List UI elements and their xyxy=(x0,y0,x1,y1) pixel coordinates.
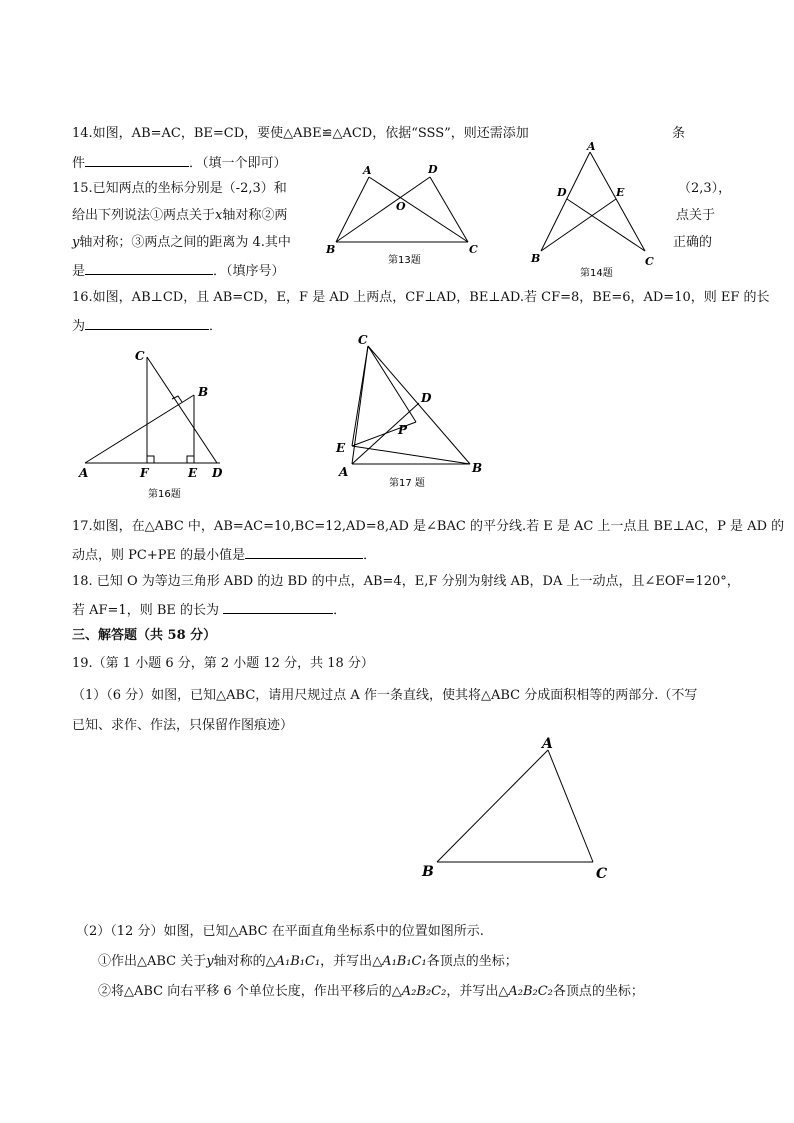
figure-16 xyxy=(74,342,234,504)
section-3-heading: 三、解答题（共 58 分） xyxy=(72,628,217,643)
fig17-label-p: P xyxy=(398,423,408,437)
q19-item1-triangle2: △A₁B₁C₁ xyxy=(372,954,427,969)
fig17-caption: 第17 题 xyxy=(389,478,425,489)
q19-part1-line1: （1）（6 分）如图，已知△ABC，请用尺规过点 A 作一条直线，使其将△ABC 分成面积相等的两部分.（不写 xyxy=(72,688,698,703)
q19-item2-triangle: △A₂B₂C₂ xyxy=(391,984,447,999)
q15-tail3: 正确的 xyxy=(673,235,713,250)
q14-line2 xyxy=(72,152,287,174)
q18-line2-prefix: 若 AF=1，则 BE 的长为 xyxy=(72,603,220,618)
q15-line2-axis: x xyxy=(215,208,223,223)
q19-item1-c: ，并写出 xyxy=(320,954,373,969)
q15-tail2: 点关于 xyxy=(676,208,716,223)
q14-line1: 14.如图，AB=AC，BE=CD，要使△ABE≌△ACD，依据“SSS”，则还需添加 xyxy=(72,126,529,141)
q17-line2-prefix: 动点，则 PC+PE 的最小值是 xyxy=(72,548,246,563)
q14-line2-suffix: ．（填一个即可） xyxy=(189,156,287,171)
q16-answer-blank[interactable] xyxy=(85,315,209,330)
q14-tail: 条 xyxy=(672,126,686,141)
fig19-label-a: A xyxy=(542,736,553,752)
q16-line2-suffix: ． xyxy=(209,319,223,334)
q19-item1-b: 轴对称的 xyxy=(213,954,266,969)
q14-line2-prefix: 件 xyxy=(72,156,86,171)
fig13-label-b: B xyxy=(326,243,336,256)
fig19-label-c: C xyxy=(596,866,608,882)
q15-line3-axis: y xyxy=(72,235,80,250)
q15-line2 xyxy=(72,206,287,226)
q15-line2-b: 轴对称②两 xyxy=(222,208,288,223)
q18-line2-suffix: ． xyxy=(333,603,347,618)
q17-line1: 17.如图，在△ABC 中，AB=AC=10,BC=12,AD=8,AD 是∠BAC 的平分线.若 E 是 AC 上一点且 BE⊥AC，P 是 AD 的 xyxy=(72,519,785,534)
figure-13 xyxy=(322,160,492,272)
q18-answer-blank[interactable] xyxy=(223,599,333,614)
fig13-label-c: C xyxy=(469,243,478,256)
q15-line3 xyxy=(72,233,291,253)
q19-item2-triangle2: △A₂B₂C₂ xyxy=(498,984,553,999)
q15-tail1: （2,3）， xyxy=(678,181,732,196)
fig16-label-d: D xyxy=(212,466,223,480)
q15-line3-a: 轴对称；③两点之间的距离为 4.其中 xyxy=(79,235,291,250)
fig14-label-c: C xyxy=(645,255,654,268)
q15-line4 xyxy=(72,260,285,282)
q15-answer-blank[interactable] xyxy=(85,260,213,275)
fig14-label-d: D xyxy=(557,186,567,199)
fig14-label-b: B xyxy=(531,252,541,265)
q18-line1: 18. 已知 O 为等边三角形 ABD 的边 BD 的中点，AB=4，E,F 分别为射线 AB，DA 上一动点，且∠EOF=120°， xyxy=(72,574,740,589)
fig16-label-c: C xyxy=(135,349,145,363)
figure-14 xyxy=(526,138,656,280)
fig14-label-e: E xyxy=(616,186,625,199)
q17-line2 xyxy=(72,544,376,566)
fig19-label-b: B xyxy=(422,864,434,880)
fig16-caption: 第16题 xyxy=(148,489,181,500)
q19-part2-item1 xyxy=(98,952,518,972)
fig17-label-b: B xyxy=(472,461,483,475)
fig16-label-e: E xyxy=(188,466,198,480)
q19-item2-c: 各顶点的坐标； xyxy=(552,984,644,999)
q19-item1-d: 各顶点的坐标； xyxy=(426,954,518,969)
q14-answer-blank[interactable] xyxy=(85,152,189,167)
fig13-label-d: D xyxy=(428,163,438,176)
q19-item2-b: ，并写出 xyxy=(446,984,499,999)
q19-part2-line1: （2）（12 分）如图，已知△ABC 在平面直角坐标系中的位置如图所示. xyxy=(76,924,484,939)
fig14-caption: 第14题 xyxy=(580,268,613,279)
q19-item1-triangle: △A₁B₁C₁ xyxy=(265,954,321,969)
q18-line2 xyxy=(72,599,346,621)
q15-line2-a: 给出下列说法①两点关于 xyxy=(72,208,216,223)
q19-header: 19.（第 1 小题 6 分，第 2 小题 12 分，共 18 分） xyxy=(72,656,374,671)
fig17-label-e: E xyxy=(336,441,346,455)
fig16-label-f: F xyxy=(140,466,149,480)
fig17-label-c: C xyxy=(358,333,368,347)
q19-part2-item2 xyxy=(98,982,644,1002)
fig13-label-o: O xyxy=(396,200,406,213)
fig17-label-a: A xyxy=(339,465,349,479)
fig13-caption: 第13题 xyxy=(388,255,421,266)
q17-answer-blank[interactable] xyxy=(245,544,363,559)
q19-item2-a: ②将△ABC 向右平移 6 个单位长度，作出平移后的 xyxy=(98,984,392,999)
q19-item1-axis: y xyxy=(206,954,214,969)
fig13-label-a: A xyxy=(363,164,372,177)
fig14-label-a: A xyxy=(587,140,596,153)
figure-19-triangle xyxy=(412,730,624,882)
q15-line1: 15.已知两点的坐标分别是（-2,3）和 xyxy=(72,181,287,196)
q19-part1-line2: 已知、求作、作法，只保留作图痕迹） xyxy=(72,718,294,733)
fig16-label-b: B xyxy=(198,385,209,399)
q15-line4-suffix: ．（填序号） xyxy=(213,264,285,279)
fig16-label-a: A xyxy=(79,466,89,480)
q15-line4-prefix: 是 xyxy=(72,264,86,279)
fig17-label-d: D xyxy=(421,391,432,405)
q16-line2 xyxy=(72,315,222,337)
q16-line1: 16.如图，AB⊥CD，且 AB=CD，E，F 是 AD 上两点，CF⊥AD，BE⊥AD.若 CF=8，BE=6，AD=10，则 EF 的长 xyxy=(72,290,770,305)
q17-line2-suffix: ． xyxy=(363,548,377,563)
q19-item1-a: ①作出△ABC 关于 xyxy=(98,954,207,969)
q16-line2-prefix: 为 xyxy=(72,319,86,334)
figure-17 xyxy=(330,328,490,494)
